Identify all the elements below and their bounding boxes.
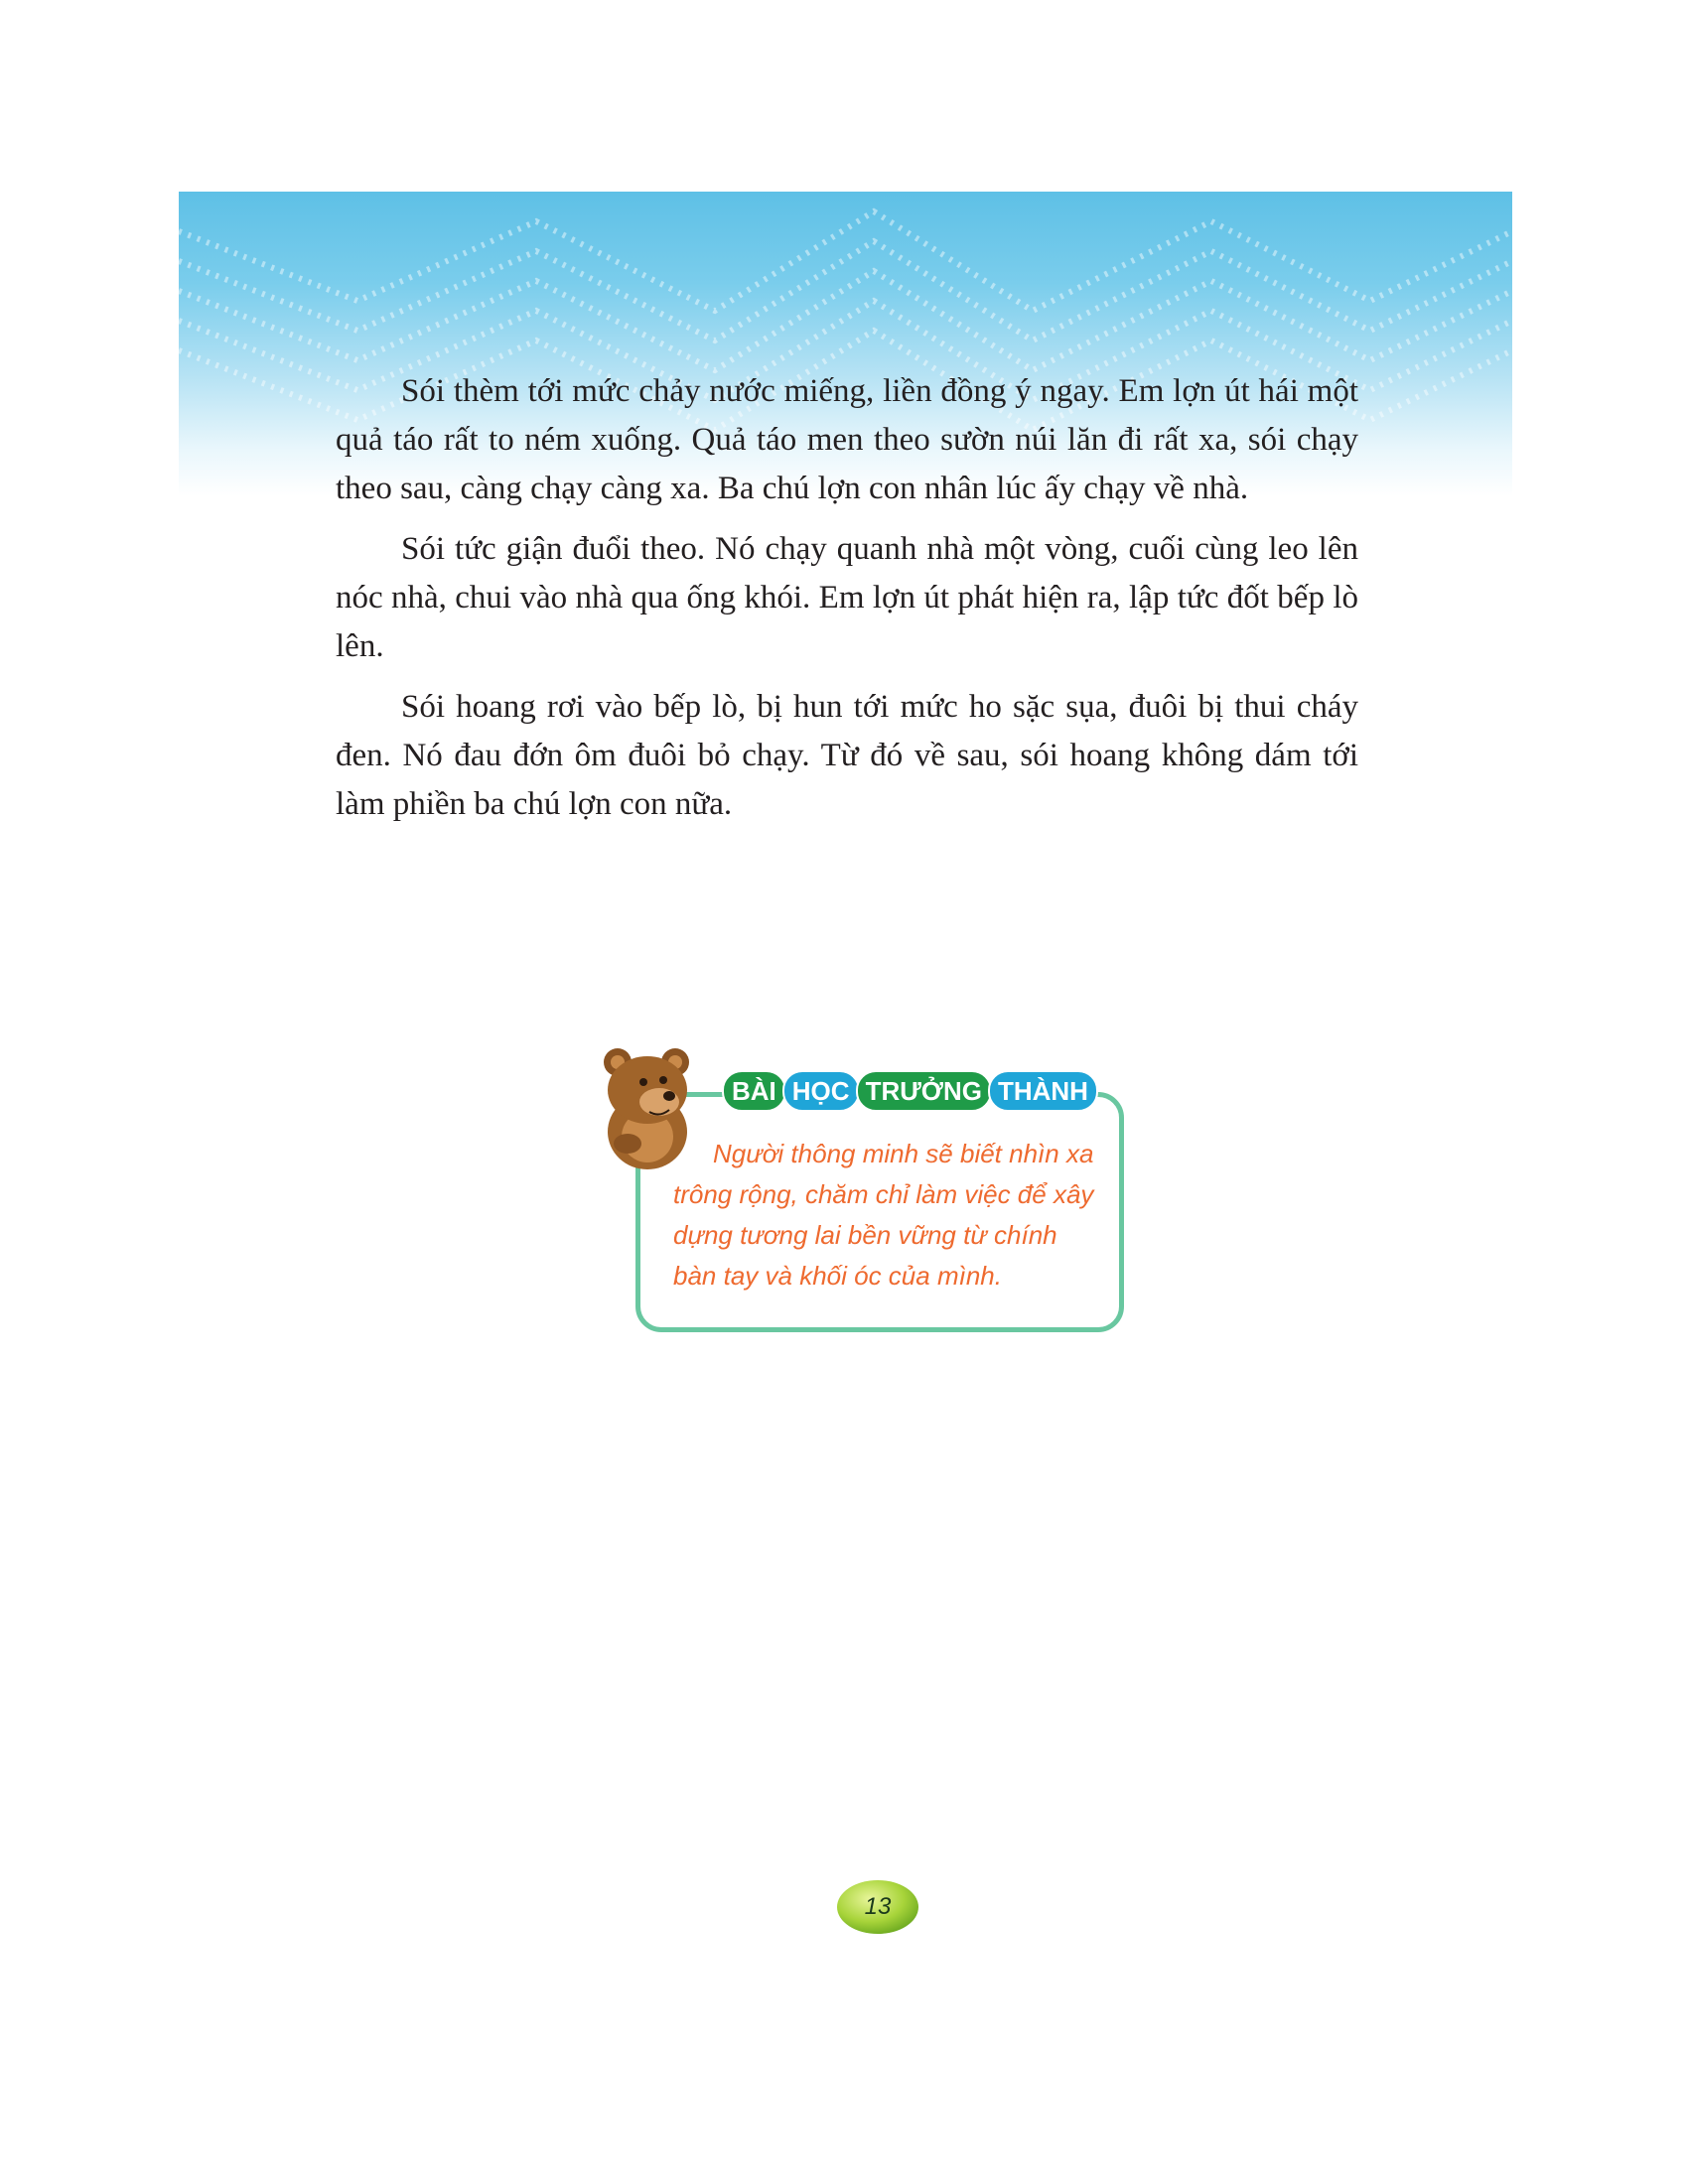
- lesson-title: [722, 1070, 1094, 1112]
- story-text: [336, 367, 1358, 841]
- lesson-text: Người thông minh sẽ biết nhìn xa trông rộng, chăm chỉ làm việc để xây dựng tương lai bền vững từ chính bàn tay và khối óc của mình.: [673, 1139, 1094, 1291]
- lesson-title-word: HỌC: [782, 1070, 860, 1112]
- story-paragraph: Sói tức giận đuổi theo. Nó chạy quanh nhà một vòng, cuối cùng leo lên nóc nhà, chui vào nhà qua ống khói. Em lợn út phát hiện ra, lập tức đốt bếp lò lên.: [336, 531, 1358, 664]
- lesson-title-word: THÀNH: [988, 1070, 1098, 1112]
- story-paragraph: Sói thèm tới mức chảy nước miếng, liền đồng ý ngay. Em lợn út hái một quả táo rất to ném xuống. Quả táo men theo sườn núi lăn đi rất xa, sói chạy theo sau, càng chạy càng xa. Ba chú lợn con nhân lúc ấy chạy về nhà.: [336, 373, 1358, 506]
- lesson-title-word: BÀI: [722, 1070, 786, 1112]
- page-number: 13: [864, 1893, 892, 1920]
- lesson-title-word: TRƯỞNG: [856, 1070, 992, 1112]
- story-paragraph: Sói hoang rơi vào bếp lò, bị hun tới mức ho sặc sụa, đuôi bị thui cháy đen. Nó đau đớn ôm đuôi bỏ chạy. Từ đó về sau, sói hoang không dám tới làm phiền ba chú lợn con nữa.: [336, 689, 1358, 822]
